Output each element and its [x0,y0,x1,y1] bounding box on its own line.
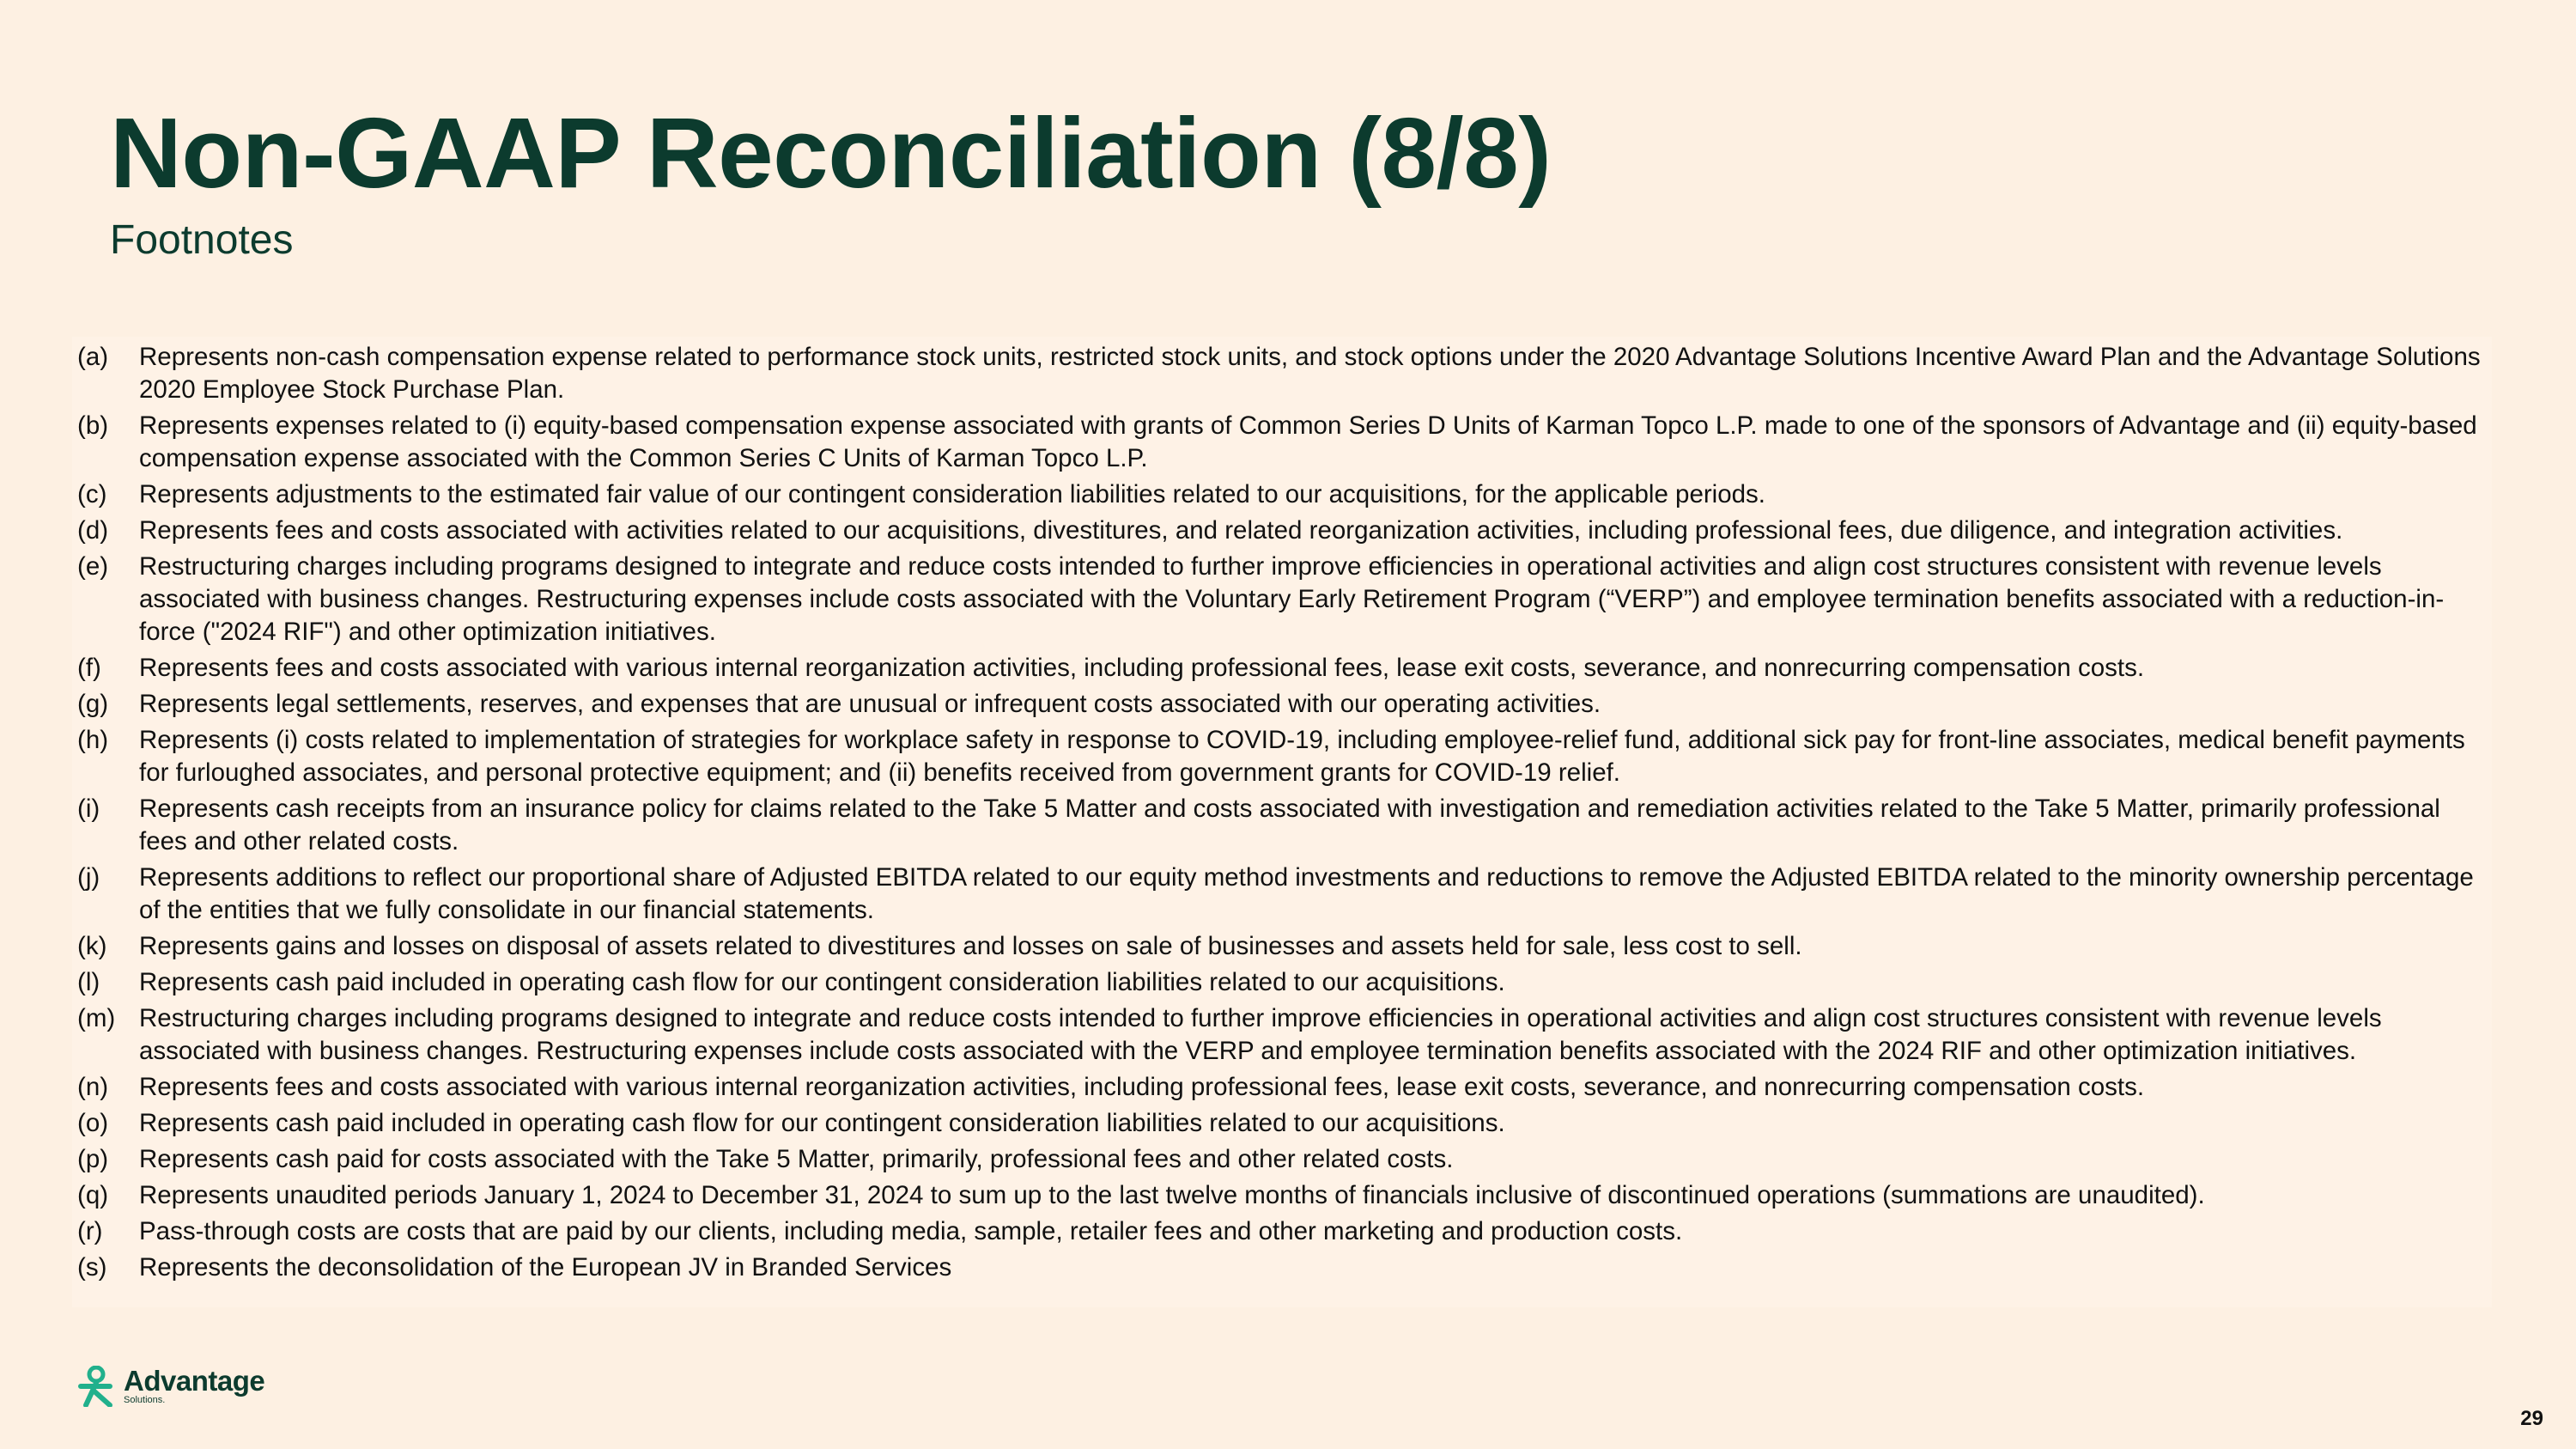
footnote-item [77,1071,2490,1104]
footnote-label: (n) [77,1073,109,1101]
brand-tagline: Solutions. [124,1395,166,1405]
footnote-item [77,478,2490,511]
footnote-label: (l) [77,968,100,996]
footnote-label: (o) [77,1109,109,1137]
footnote-label: (g) [77,690,109,718]
footnote-text: Restructuring charges including programs designed to integrate and reduce costs intended to further improve efficiencies in operational activities and align cost structures consistent with revenue levels associated with business changes. Restructuring expenses include costs associated with the VERP and employee termination benefits associated with the 2024 RIF and other optimization initiatives. [139,1004,2382,1065]
footnote-item [77,1251,2490,1284]
footnote-item [77,688,2490,721]
footnote-label: (a) [77,343,109,371]
footnote-text: Represents fees and costs associated with various internal reorganization activities, including professional fees, lease exit costs, severance, and nonrecurring compensation costs. [139,1073,2145,1101]
footnotes-panel [72,337,2492,1307]
footnotes-list [77,341,2490,1288]
footnote-item [77,1215,2490,1248]
footnote-label: (f) [77,654,101,682]
footnote-text: Restructuring charges including programs designed to integrate and reduce costs intended to further improve efficiencies in operational activities and align cost structures consistent with revenue levels associated with business changes. Restructuring expenses include costs associated with the Voluntary Early Retirement Program (“VERP”) and employee termination benefits associated with a reduction-in-force ("2024 RIF") and other optimization initiatives. [139,552,2445,646]
page-title: Non-GAAP Reconciliation (8/8) [110,97,1552,209]
footnote-item [77,861,2490,927]
footnote-text: Represents cash receipts from an insurance policy for claims related to the Take 5 Matter and costs associated with investigation and remediation activities related to the Take 5 Matter, primarily professional fees and other related costs. [139,795,2440,855]
footnote-item [77,410,2490,475]
footnote-label: (j) [77,863,100,892]
footnote-label: (r) [77,1217,103,1245]
footnote-label: (s) [77,1253,107,1282]
footnote-label: (k) [77,932,107,960]
footnote-text: Represents cash paid included in operating cash flow for our contingent consideration liabilities related to our acquisitions. [139,968,1505,996]
footnote-text: Represents additions to reflect our proportional share of Adjusted EBITDA related to our equity method investments and reductions to remove the Adjusted EBITDA related to the minority ownership percentage of the entities that we fully consolidate in our financial statements. [139,863,2474,924]
footnote-text: Represents legal settlements, reserves, and expenses that are unusual or infrequent costs associated with our operating activities. [139,690,1601,718]
advantage-solutions-logo [76,1366,264,1407]
footnote-text: Represents non-cash compensation expense related to performance stock units, restricted stock units, and stock options under the 2020 Advantage Solutions Incentive Award Plan and the Advantage Solutions 2020 Employee Stock Purchase Plan. [139,343,2481,404]
footnote-text: Represents gains and losses on disposal of assets related to divestitures and losses on sale of businesses and assets held for sale, less cost to sell. [139,932,1802,960]
footnote-item [77,1143,2490,1176]
footnote-label: (p) [77,1145,109,1173]
footnote-text: Pass-through costs are costs that are paid by our clients, including media, sample, retailer fees and other marketing and production costs. [139,1217,1683,1245]
footnote-label: (b) [77,411,109,440]
footnote-text: Represents the deconsolidation of the European JV in Branded Services [139,1253,952,1282]
footnote-label: (h) [77,726,109,754]
footnote-item [77,793,2490,858]
footnote-label: (i) [77,795,100,823]
brand-name: Advantage [124,1365,265,1397]
footnote-item [77,1002,2490,1068]
advantage-runner-icon [76,1366,117,1407]
footnote-label: (m) [77,1004,116,1032]
page-subtitle: Footnotes [110,217,294,263]
footnote-item [77,341,2490,406]
footnote-item [77,1107,2490,1140]
footnote-text: Represents unaudited periods January 1, 2024 to December 31, 2024 to sum up to the last twelve months of financials inclusive of discontinued operations (summations are unaudited). [139,1181,2205,1209]
footnote-item [77,966,2490,999]
footnote-item [77,514,2490,547]
footnote-label: (d) [77,516,109,545]
footnote-label: (e) [77,552,109,581]
footnote-text: Represents expenses related to (i) equity-based compensation expense associated with grants of Common Series D Units of Karman Topco L.P. made to one of the sponsors of Advantage and (ii) equity-based compensation expense associated with the Common Series C Units of Karman Topco L.P. [139,411,2477,472]
footnote-item [77,652,2490,685]
footnote-text: Represents fees and costs associated with various internal reorganization activities, including professional fees, lease exit costs, severance, and nonrecurring compensation costs. [139,654,2145,682]
footnote-text: Represents adjustments to the estimated fair value of our contingent consideration liabilities related to our acquisitions, for the applicable periods. [139,480,1765,508]
footnote-item [77,1179,2490,1212]
footnote-text: Represents fees and costs associated with activities related to our acquisitions, divestitures, and related reorganization activities, including professional fees, due diligence, and integration activities. [139,516,2343,545]
footnote-text: Represents cash paid for costs associated with the Take 5 Matter, primarily, professional fees and other related costs. [139,1145,1454,1173]
footnote-item [77,551,2490,648]
footnote-label: (q) [77,1181,109,1209]
page-number: 29 [2520,1407,2543,1430]
footnote-label: (c) [77,480,107,508]
footnote-item [77,930,2490,963]
footnote-item [77,724,2490,789]
footnote-text: Represents (i) costs related to implementation of strategies for workplace safety in response to COVID-19, including employee-relief fund, additional sick pay for front-line associates, medical benefit payments for furloughed associates, and personal protective equipment; and (ii) benefits received from government grants for COVID-19 relief. [139,726,2465,787]
footnote-text: Represents cash paid included in operating cash flow for our contingent consideration liabilities related to our acquisitions. [139,1109,1505,1137]
